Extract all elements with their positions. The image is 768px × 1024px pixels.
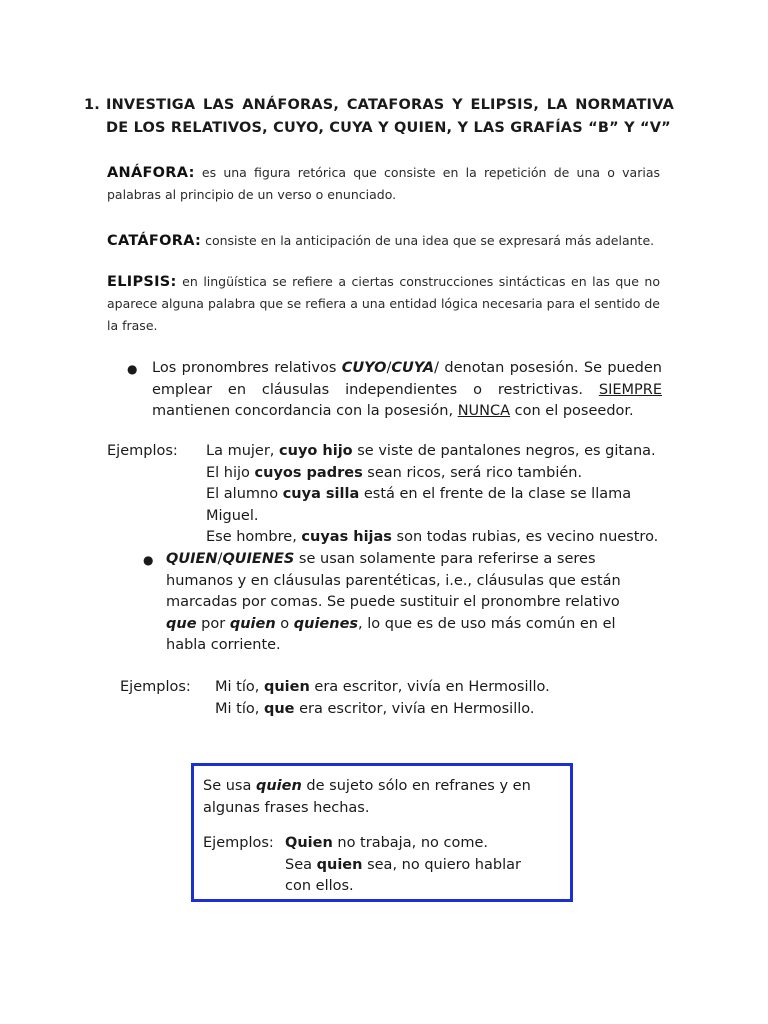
term-quienes: QUIENES bbox=[222, 551, 295, 567]
definition-text: consiste en la anticipación de una idea que se expresará más adelante. bbox=[201, 233, 655, 248]
example-text: La mujer, bbox=[206, 443, 280, 459]
example-text: sea, no quiero hablar con ellos. bbox=[285, 856, 521, 894]
example-text: no trabaja, no come. bbox=[332, 835, 488, 851]
bullet-text: con el poseedor. bbox=[510, 403, 634, 419]
term-cuyo: CUYO bbox=[341, 360, 387, 376]
bullet-text: mantienen concordancia con la posesión, bbox=[152, 403, 458, 419]
note-box bbox=[191, 763, 573, 902]
bullet-quien-quienes bbox=[166, 549, 626, 657]
example-line bbox=[285, 855, 535, 898]
example-text: Mi tío, bbox=[215, 679, 264, 695]
note-examples bbox=[203, 833, 563, 898]
example-line bbox=[215, 677, 635, 699]
definition-text: en lingüística se refiere a ciertas construcciones sintácticas en las que no aparece alguna palabra que se refiera a una entidad lógica necesaria para el sentido de la frase. bbox=[107, 274, 660, 333]
example-text: El hijo bbox=[206, 464, 255, 481]
example-text: se viste de pantalones negros, es gitana. bbox=[352, 443, 656, 459]
term-elipsis: ELIPSIS: bbox=[107, 274, 177, 290]
example-text: Sea bbox=[285, 856, 317, 873]
example-text: son todas rubias, es vecino nuestro. bbox=[391, 529, 659, 545]
example-bold: cuyos padres bbox=[254, 464, 363, 481]
example-bold: Quien bbox=[285, 835, 333, 851]
heading-number: 1. bbox=[84, 97, 100, 113]
bullet-text: o bbox=[275, 615, 294, 632]
heading-text: INVESTIGA LAS ANÁFORAS, CATAFORAS Y ELIPSIS, LA NORMATIVA DE LOS RELATIVOS, CUYO, CUYA Y QUIEN, Y LAS GRAFÍAS “B” Y “V” bbox=[106, 97, 674, 136]
example-line bbox=[206, 441, 676, 463]
examples-label: Ejemplos: bbox=[120, 679, 191, 695]
term-anafora: ANÁFORA: bbox=[107, 165, 195, 181]
examples-list bbox=[285, 833, 563, 898]
term-siempre: SIEMPRE bbox=[598, 381, 662, 398]
example-line bbox=[206, 527, 676, 549]
example-text: está en el frente de la clase se llama Miguel. bbox=[206, 486, 632, 524]
example-text: era escritor, vivía en Hermosillo. bbox=[309, 679, 550, 695]
term-quien-2: quien bbox=[229, 615, 276, 632]
term-quien: quien bbox=[255, 778, 302, 794]
example-line bbox=[285, 833, 563, 855]
examples-label: Ejemplos: bbox=[203, 835, 274, 851]
example-bold: quien bbox=[263, 679, 310, 695]
section-heading bbox=[84, 94, 674, 140]
term-quien: QUIEN bbox=[166, 551, 218, 567]
note-text bbox=[203, 776, 563, 819]
example-bold: quien bbox=[316, 856, 363, 873]
definition-elipsis bbox=[107, 271, 660, 337]
example-text: Ese hombre, bbox=[206, 529, 302, 545]
bullet-cuyo-cuya bbox=[152, 358, 662, 423]
bullet-text: Los pronombres relativos bbox=[152, 360, 342, 376]
term-que: que bbox=[166, 615, 197, 632]
example-text: sean ricos, será rico también. bbox=[362, 464, 583, 481]
slash: / bbox=[386, 360, 392, 376]
bullet-text: , lo que es de uso más común en el habla corriente. bbox=[166, 615, 616, 653]
example-line bbox=[215, 699, 635, 721]
note-text-part: Se usa bbox=[203, 778, 256, 794]
bullet-text: / denotan posesión. Se pueden emplear en cláusulas independientes o restrictivas. bbox=[152, 360, 662, 398]
term-quienes-2: quienes bbox=[293, 615, 359, 632]
example-line bbox=[206, 463, 676, 485]
bullet-text: por bbox=[196, 615, 230, 632]
example-text: era escritor, vivía en Hermosillo. bbox=[294, 700, 535, 717]
examples-list bbox=[215, 677, 635, 720]
note-text-part: de sujeto sólo en refranes y en algunas frases hechas. bbox=[203, 778, 531, 816]
definition-catafora bbox=[107, 230, 660, 252]
examples-label: Ejemplos: bbox=[107, 443, 178, 459]
definition-text: es una figura retórica que consiste en la repetición de una o varias palabras al principio de un verso o enunciado. bbox=[107, 165, 660, 202]
example-line bbox=[206, 484, 676, 527]
example-text: Mi tío, bbox=[215, 700, 264, 717]
slash: / bbox=[217, 551, 223, 567]
bullet-text: se usan solamente para referirse a seres humanos y en cláusulas parentéticas, i.e., cláusulas que están marcadas por comas. Se puede sustituir el pronombre relativo bbox=[166, 551, 621, 610]
example-bold: cuyo hijo bbox=[279, 443, 353, 459]
term-catafora: CATÁFORA: bbox=[107, 233, 202, 249]
bullet-icon: ● bbox=[143, 553, 154, 567]
note-content bbox=[203, 776, 563, 898]
example-text: El alumno bbox=[206, 486, 283, 502]
examples-list bbox=[206, 441, 676, 549]
term-nunca: NUNCA bbox=[457, 403, 511, 419]
example-bold: cuyas hijas bbox=[301, 529, 392, 545]
term-cuya: CUYA bbox=[391, 360, 435, 376]
example-bold: cuya silla bbox=[282, 486, 360, 502]
definition-anafora bbox=[107, 162, 660, 206]
bullet-icon: ● bbox=[127, 362, 138, 376]
example-bold: que bbox=[263, 700, 295, 717]
